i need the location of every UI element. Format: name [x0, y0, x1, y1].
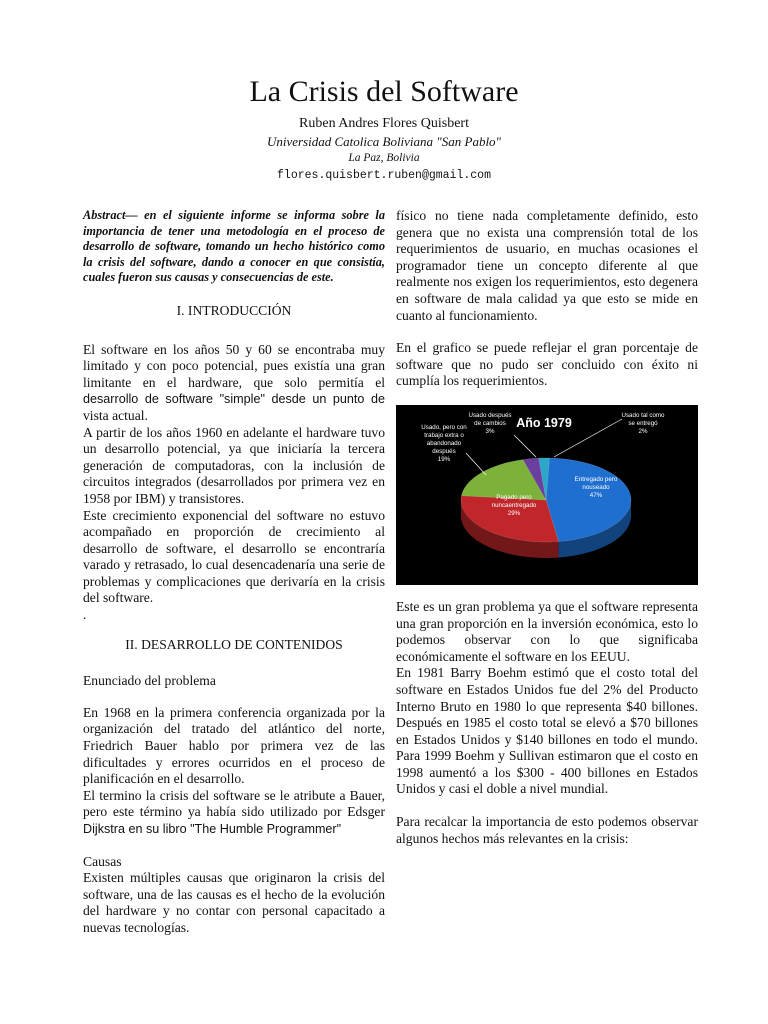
paper-title: La Crisis del Software — [249, 75, 519, 108]
intro-p1-text-b: desarrollo de software "simple" desde un punto de — [83, 392, 385, 407]
subheading-causas: Causas — [83, 853, 122, 869]
pie-label-usado_tal: Usado tal como se entregó 2% — [621, 411, 665, 435]
affiliation: Universidad Catolica Boliviana "San Pablo" — [266, 134, 502, 149]
chart-title: Año 1979 — [516, 415, 572, 430]
paragraph-bauer — [83, 788, 385, 838]
spacer — [396, 324, 698, 340]
intro-paragraph-3: Este crecimiento exponencial del software no estuvo acompañado en proporción de crecimiento al desarrollo de software, el desarrollo se encontraría varado y retrasado, lo cual desencadenaría una serie de problemas y complicaciones que derivaría en la crisis del software. — [83, 507, 385, 606]
author-email: flores.quisbert.ruben@gmail.com — [277, 169, 491, 182]
section-heading-desarrollo: II. DESARROLLO DE CONTENIDOS — [125, 636, 343, 652]
right-paragraph-4: En 1981 Barry Boehm estimó que el costo total del software en Estados Unidos fue del 2% del Producto Interno Bruto en 1980 lo que representa $40 billones. Después en 1985 el costo total se elevó a $70 billones en Estados Unidos y $140 billones en todo el mundo. Para 1999 Boehm y Sullivan estimaron que el costo en 1998 aumentó a los $300 - 400 billones en Estados Unidos y casi el doble a nivel mundial. — [396, 665, 698, 797]
pie-label-usado_extra: Usado, pero con trabajo extra o abandonado después 19% — [421, 423, 467, 463]
author-name: Ruben Andres Flores Quisbert — [299, 116, 469, 131]
bauer-text-b: Dijkstra en su libro "The Humble Programmer" — [83, 822, 342, 836]
intro-p1-text-a: El software en los años 50 y 60 se encontraba muy limitado y con poco potencial, pues existía una gran limitante en el hardware, que solo permitía el — [83, 341, 385, 390]
leader-line-usado_cambios — [514, 435, 536, 457]
section-heading-introduccion: I. INTRODUCCIÓN — [176, 302, 292, 318]
spacer — [396, 798, 698, 814]
paragraph-causas: Existen múltiples causas que originaron la crisis del software, una de las causas es el hecho de la evolución del hardware y no contar con personal capacitado a nuevas tecnologías. — [83, 870, 385, 935]
paragraph-1968: En 1968 en la primera conferencia organizada por la organización del tratado del atlántico del norte, Friedrich Bauer hablo por primera vez de las dificultades y errores ocurridos en el proceso de planificación en el desarrollo. — [83, 704, 385, 787]
intro-p1-text-c: vista actual. — [83, 407, 148, 423]
intro-paragraph-1 — [83, 342, 385, 425]
abstract: Abstract— en el siguiente informe se informa sobre la importancia de tener una metodología en el proceso de desarrollo de software, tomando un hecho histórico como la crisis del software, dando a conocer en que consistía, cuales fueron sus causas y consecuencias de este. — [83, 208, 385, 285]
intro-paragraph-2: A partir de los años 1960 en adelante el hardware tuvo un desarrollo potencial, ya que iniciaría la tercera generación de computadoras, con la inclusión de circuitos integrados (desarrollados por primera vez en 1958 por IBM) y transistores. — [83, 424, 385, 506]
paper-header — [0, 74, 768, 183]
bauer-text-a: El termino la crisis del software se le atribute a Bauer, pero este término ya había sido utilizado por Edsger — [83, 787, 385, 820]
stray-dot: . — [83, 607, 87, 623]
pie-slices — [461, 458, 631, 542]
city: La Paz, Bolivia — [348, 152, 420, 164]
pie-label-usado_cambios: Usado después de cambios 3% — [468, 411, 512, 435]
right-paragraph-2: En el grafico se puede reflejar el gran porcentaje de software que no pudo ser concluido con éxito ni cumplía los requerimientos. — [396, 340, 698, 389]
right-paragraph-5: Para recalcar la importancia de esto podemos observar algunos hechos más relevantes en la crisis: — [396, 814, 698, 846]
leader-line-usado_extra — [466, 453, 486, 475]
pie-label-pagado: Pagado pero nuncaentregado 29% — [491, 493, 537, 517]
subheading-enunciado: Enunciado del problema — [83, 673, 216, 689]
pie-label-entregado: Entregado pero nouseado 47% — [574, 475, 618, 499]
left-column — [83, 208, 385, 937]
right-column — [396, 208, 698, 847]
right-paragraph-3: Este es un gran problema ya que el software representa una gran proporción en la inversión económica, esto lo podemos observar con lo que significaba económicamente el software en los EEUU. — [396, 598, 698, 664]
right-paragraph-1: físico no tiene nada completamente definido, esto genera que no exista una comprensión total de los requerimientos de usuario, en muchas ocasiones el programador tiene un concepto diferente al que realmente nos exigen los requerimientos, esto degenera en software de mala calidad ya que esto se mide en cuanto al funcionamiento. — [396, 208, 698, 323]
spacer — [83, 838, 385, 854]
pie-chart — [396, 405, 698, 585]
